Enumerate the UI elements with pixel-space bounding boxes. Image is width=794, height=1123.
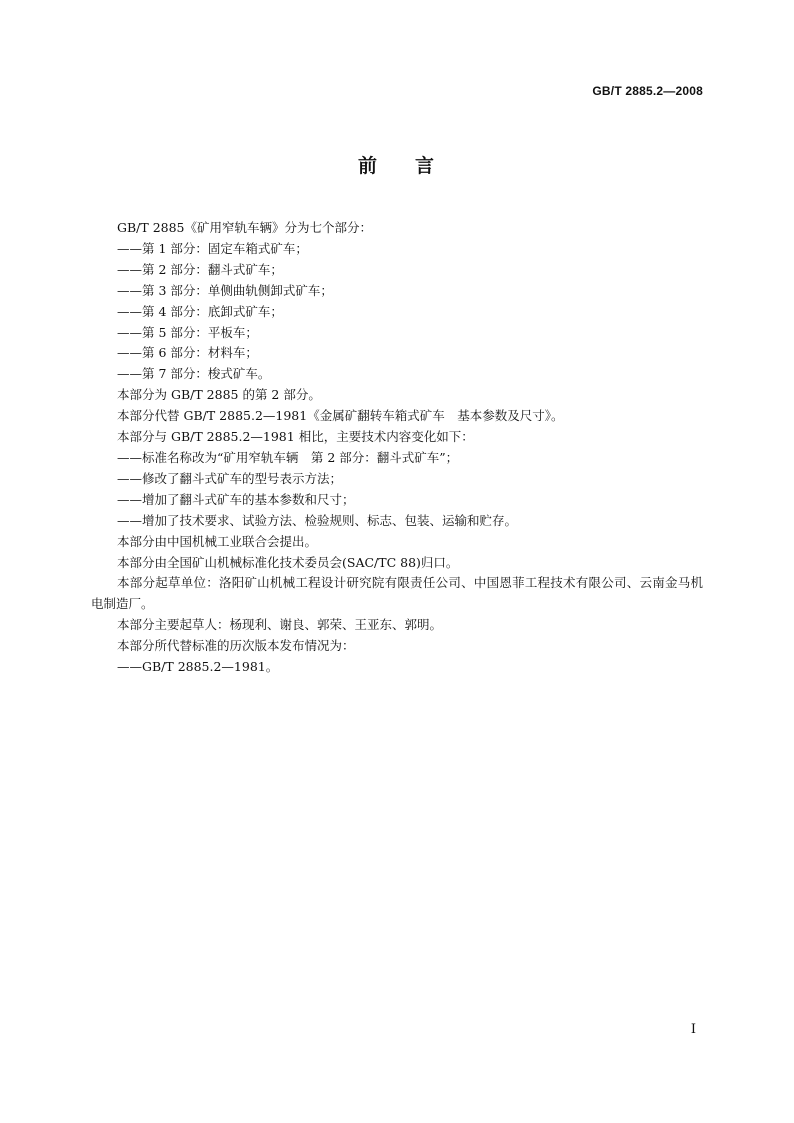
list-item: ——第 1 部分：固定车箱式矿车； xyxy=(117,240,308,256)
list-item: ——标准名称改为“矿用窄轨车辆 第 2 部分：翻斗式矿车”； xyxy=(117,449,459,465)
foreword-body xyxy=(91,218,703,678)
paragraph: 本部分由全国矿山机械标准化技术委员会(SAC/TC 88)归口。 xyxy=(117,554,459,570)
list-item: ——第 2 部分：翻斗式矿车； xyxy=(117,261,283,277)
list-item: ——第 4 部分：底卸式矿车； xyxy=(117,303,283,319)
page-number: I xyxy=(690,1022,696,1037)
paragraph: 本部分代替 GB/T 2885.2—1981《金属矿翻转车箱式矿车 基本参数及尺寸》。 xyxy=(117,408,564,424)
list-item: ——GB/T 2885.2—1981。 xyxy=(117,659,279,675)
paragraph: GB/T 2885《矿用窄轨车辆》分为七个部分： xyxy=(117,220,373,235)
title-char-2: 言 xyxy=(415,155,437,177)
page-title xyxy=(0,151,794,178)
paragraph: 本部分由中国机械工业联合会提出。 xyxy=(117,533,318,549)
list-item: ——修改了翻斗式矿车的型号表示方法； xyxy=(117,470,343,486)
list-item: ——第 6 部分：材料车； xyxy=(117,345,258,361)
list-item: ——增加了翻斗式矿车的基本参数和尺寸； xyxy=(117,491,355,507)
paragraph: 本部分主要起草人：杨现利、谢良、郭荣、王亚东、郭明。 xyxy=(117,617,443,633)
paragraph: 本部分为 GB/T 2885 的第 2 部分。 xyxy=(117,387,321,403)
standard-number: GB/T 2885.2—2008 xyxy=(592,84,703,98)
paragraph: 本部分起草单位：洛阳矿山机械工程设计研究院有限责任公司、中国恩菲工程技术有限公司、云南金马机电制造厂。 xyxy=(91,575,703,612)
list-item: ——增加了技术要求、试验方法、检验规则、标志、包装、运输和贮存。 xyxy=(117,512,518,528)
list-item: ——第 7 部分：梭式矿车。 xyxy=(117,366,271,382)
list-item: ——第 5 部分：平板车； xyxy=(117,324,258,340)
title-char-1: 前 xyxy=(357,155,379,177)
list-item: ——第 3 部分：单侧曲轨侧卸式矿车； xyxy=(117,282,333,298)
paragraph: 本部分与 GB/T 2885.2—1981 相比，主要技术内容变化如下： xyxy=(117,429,474,445)
paragraph: 本部分所代替标准的历次版本发布情况为： xyxy=(117,638,355,654)
